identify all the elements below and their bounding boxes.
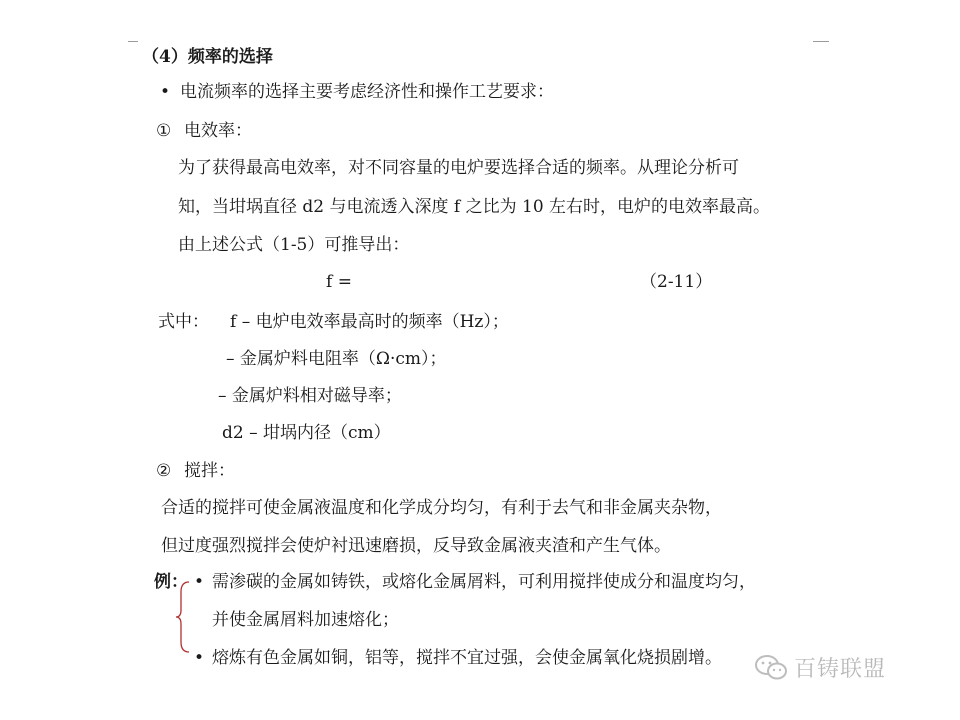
section1-para-line-2: 知，当坩埚直径 d2 与电流透入深度 f 之比为 10 左右时，电炉的电效率最高。 [178, 197, 771, 217]
section1-title: 电效率： [184, 121, 252, 141]
wechat-logo-icon [754, 653, 788, 683]
example-item-line-1: 需渗碳的金属如铸铁，或熔化金属屑料，可利用搅拌使成分和温度均匀， [212, 572, 756, 592]
section1-number: ① [156, 121, 172, 141]
bullet-icon: • [194, 648, 205, 668]
example-item-line-1: 熔炼有色金属如铜，铝等，搅拌不宜过强，会使金属氧化烧损剧增。 [212, 648, 722, 668]
section1-para-line-3: 由上述公式（1-5）可推导出： [178, 235, 410, 255]
section2-title: 搅拌： [184, 461, 235, 481]
where-item: f – 电炉电效率最高时的频率（Hz）； [230, 312, 509, 332]
where-label: 式中： [158, 312, 209, 332]
watermark-text: 百铸联盟 [794, 657, 887, 682]
section-heading: （4）频率的选择 [142, 47, 273, 67]
page-corner-mark-left [128, 41, 138, 42]
where-item: d2 – 坩埚内径（cm） [222, 423, 391, 443]
where-item: – 金属炉料相对磁导率； [218, 386, 402, 406]
bullet-icon: • [194, 572, 205, 592]
curly-brace-icon [175, 580, 191, 654]
section2-para-line-2: 但过度强烈搅拌会使炉衬迅速磨损，反导致金属液夹渣和产生气体。 [161, 536, 671, 556]
example-item-line-2: 并使金属屑料加速熔化； [212, 610, 399, 630]
where-item: – 金属炉料电阻率（Ω·cm）； [226, 349, 447, 369]
formula-number: （2-11） [640, 272, 713, 292]
section1-para-line-1: 为了获得最高电效率，对不同容量的电炉要选择合适的频率。从理论分析可 [178, 158, 739, 178]
page-corner-mark-right [813, 41, 829, 42]
formula-lhs: f = [326, 272, 352, 292]
bullet-icon: • [160, 82, 171, 102]
section2-number: ② [156, 461, 172, 481]
section2-para-line-1: 合适的搅拌可使金属液温度和化学成分均匀，有利于去气和非金属夹杂物， [161, 498, 722, 518]
intro-text: 电流频率的选择主要考虑经济性和操作工艺要求： [180, 82, 554, 102]
watermark [754, 652, 886, 683]
example-label: 例： [154, 572, 188, 592]
